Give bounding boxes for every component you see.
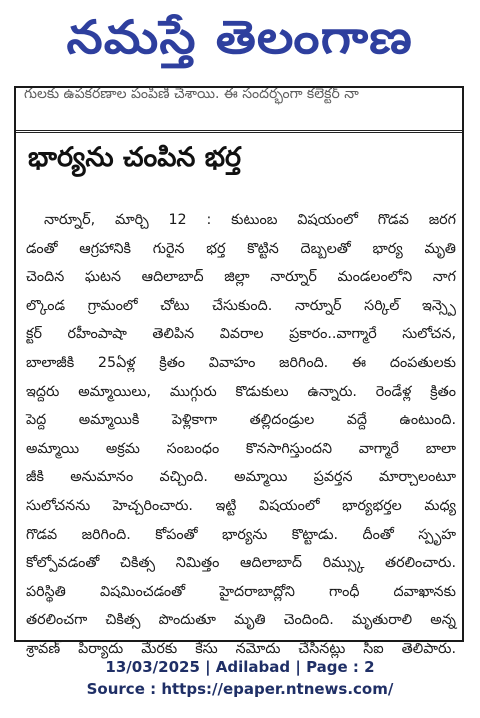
article-clipping (14, 86, 464, 657)
newspaper-logo: నమస్తే తెలంగాణ (66, 10, 414, 64)
article-line: నార్నూర్, మార్చి 12 : కుటుంబ విషయంలో గొడవ జరగ (44, 212, 456, 228)
article-line: పెద్ద అమ్మాయికి పెళ్లికాగా తల్లిదండ్రుల వద్దే ఉంటుంది. (26, 412, 456, 429)
article-line: ల్కొండ గ్రామంలో చోటు చేసుకుంది. నార్నూర్ సర్కిల్ ఇన్స్పె (26, 297, 456, 314)
article-line: బాలాజీకి 25ఏళ్ల క్రితం వివాహం జరిగింది. ఈ దంపతులకు (26, 354, 456, 371)
edition-date-line: 13/03/2025 | Adilabad | Page : 2 (105, 658, 375, 676)
article-line: గొడవ జరిగింది. కోపంతో భార్యను కొట్టాడు. దీంతో స్పృహ (26, 526, 456, 543)
article-line: అమ్మాయి అక్రమ సంబంధం కొనసాగిస్తుందని వాగ్మారే బాలా (26, 440, 456, 457)
article-headline: భార్యను చంపిన భర్త (28, 142, 242, 173)
newspaper-masthead (0, 0, 480, 86)
article-line: సులోచనను హెచ్చరించారు. ఇట్టి విషయంలో భార్యభర్తల మధ్య (26, 497, 456, 514)
article-line: తరలించగా చికిత్స పొందుతూ మృతి చెందింది. మృతురాలి అన్న (26, 612, 456, 629)
column-divider (16, 130, 462, 133)
article-line: క్టర్ రహీంపాషా తెలిపిన వివరాల ప్రకారం..వాగ్మారే సులోచన, (26, 326, 456, 343)
previous-article-fragment: గులకు ఉపకరణాల పంపిణి చేశాయి. ఈ సందర్భంగా కలెక్టర్ నా (24, 86, 359, 102)
article-line: డంతో ఆగ్రహానికి గురైన భర్త కొట్టిన దెబ్బలతో భార్య మృతి (26, 240, 456, 257)
article-body (26, 206, 456, 664)
article-line: ఇద్దరు అమ్మాయిలు, ముగ్గురు కొడుకులు ఉన్నారు. రెండేళ్ల క్రితం (26, 383, 456, 400)
article-line: జీకి అనుమానం వచ్చింది. అమ్మాయి ప్రవర్తన మార్చాలంటూ (26, 469, 456, 486)
article-line: శ్రావణ్ పిర్యాదు మేరకు కేసు నమోదు చేసినట్లు సీఐ తెలిపారు. (26, 640, 456, 657)
article-line: కోల్పోవడంతో చికిత్స నిమిత్తం ఆదిలాబాద్ రిమ్స్కు తరలించారు. (26, 555, 456, 572)
article-line: పరిస్థితి విషమించడంతో హైదరాబాద్లోని గాంధీ దవాఖానకు (26, 583, 456, 600)
article-line: చెందిన ఘటన ఆదిలాబాద్ జిల్లా నార్నూర్ మండలంలోని నాగ (26, 269, 456, 286)
source-link[interactable]: Source : https://epaper.ntnews.com/ (86, 680, 394, 698)
